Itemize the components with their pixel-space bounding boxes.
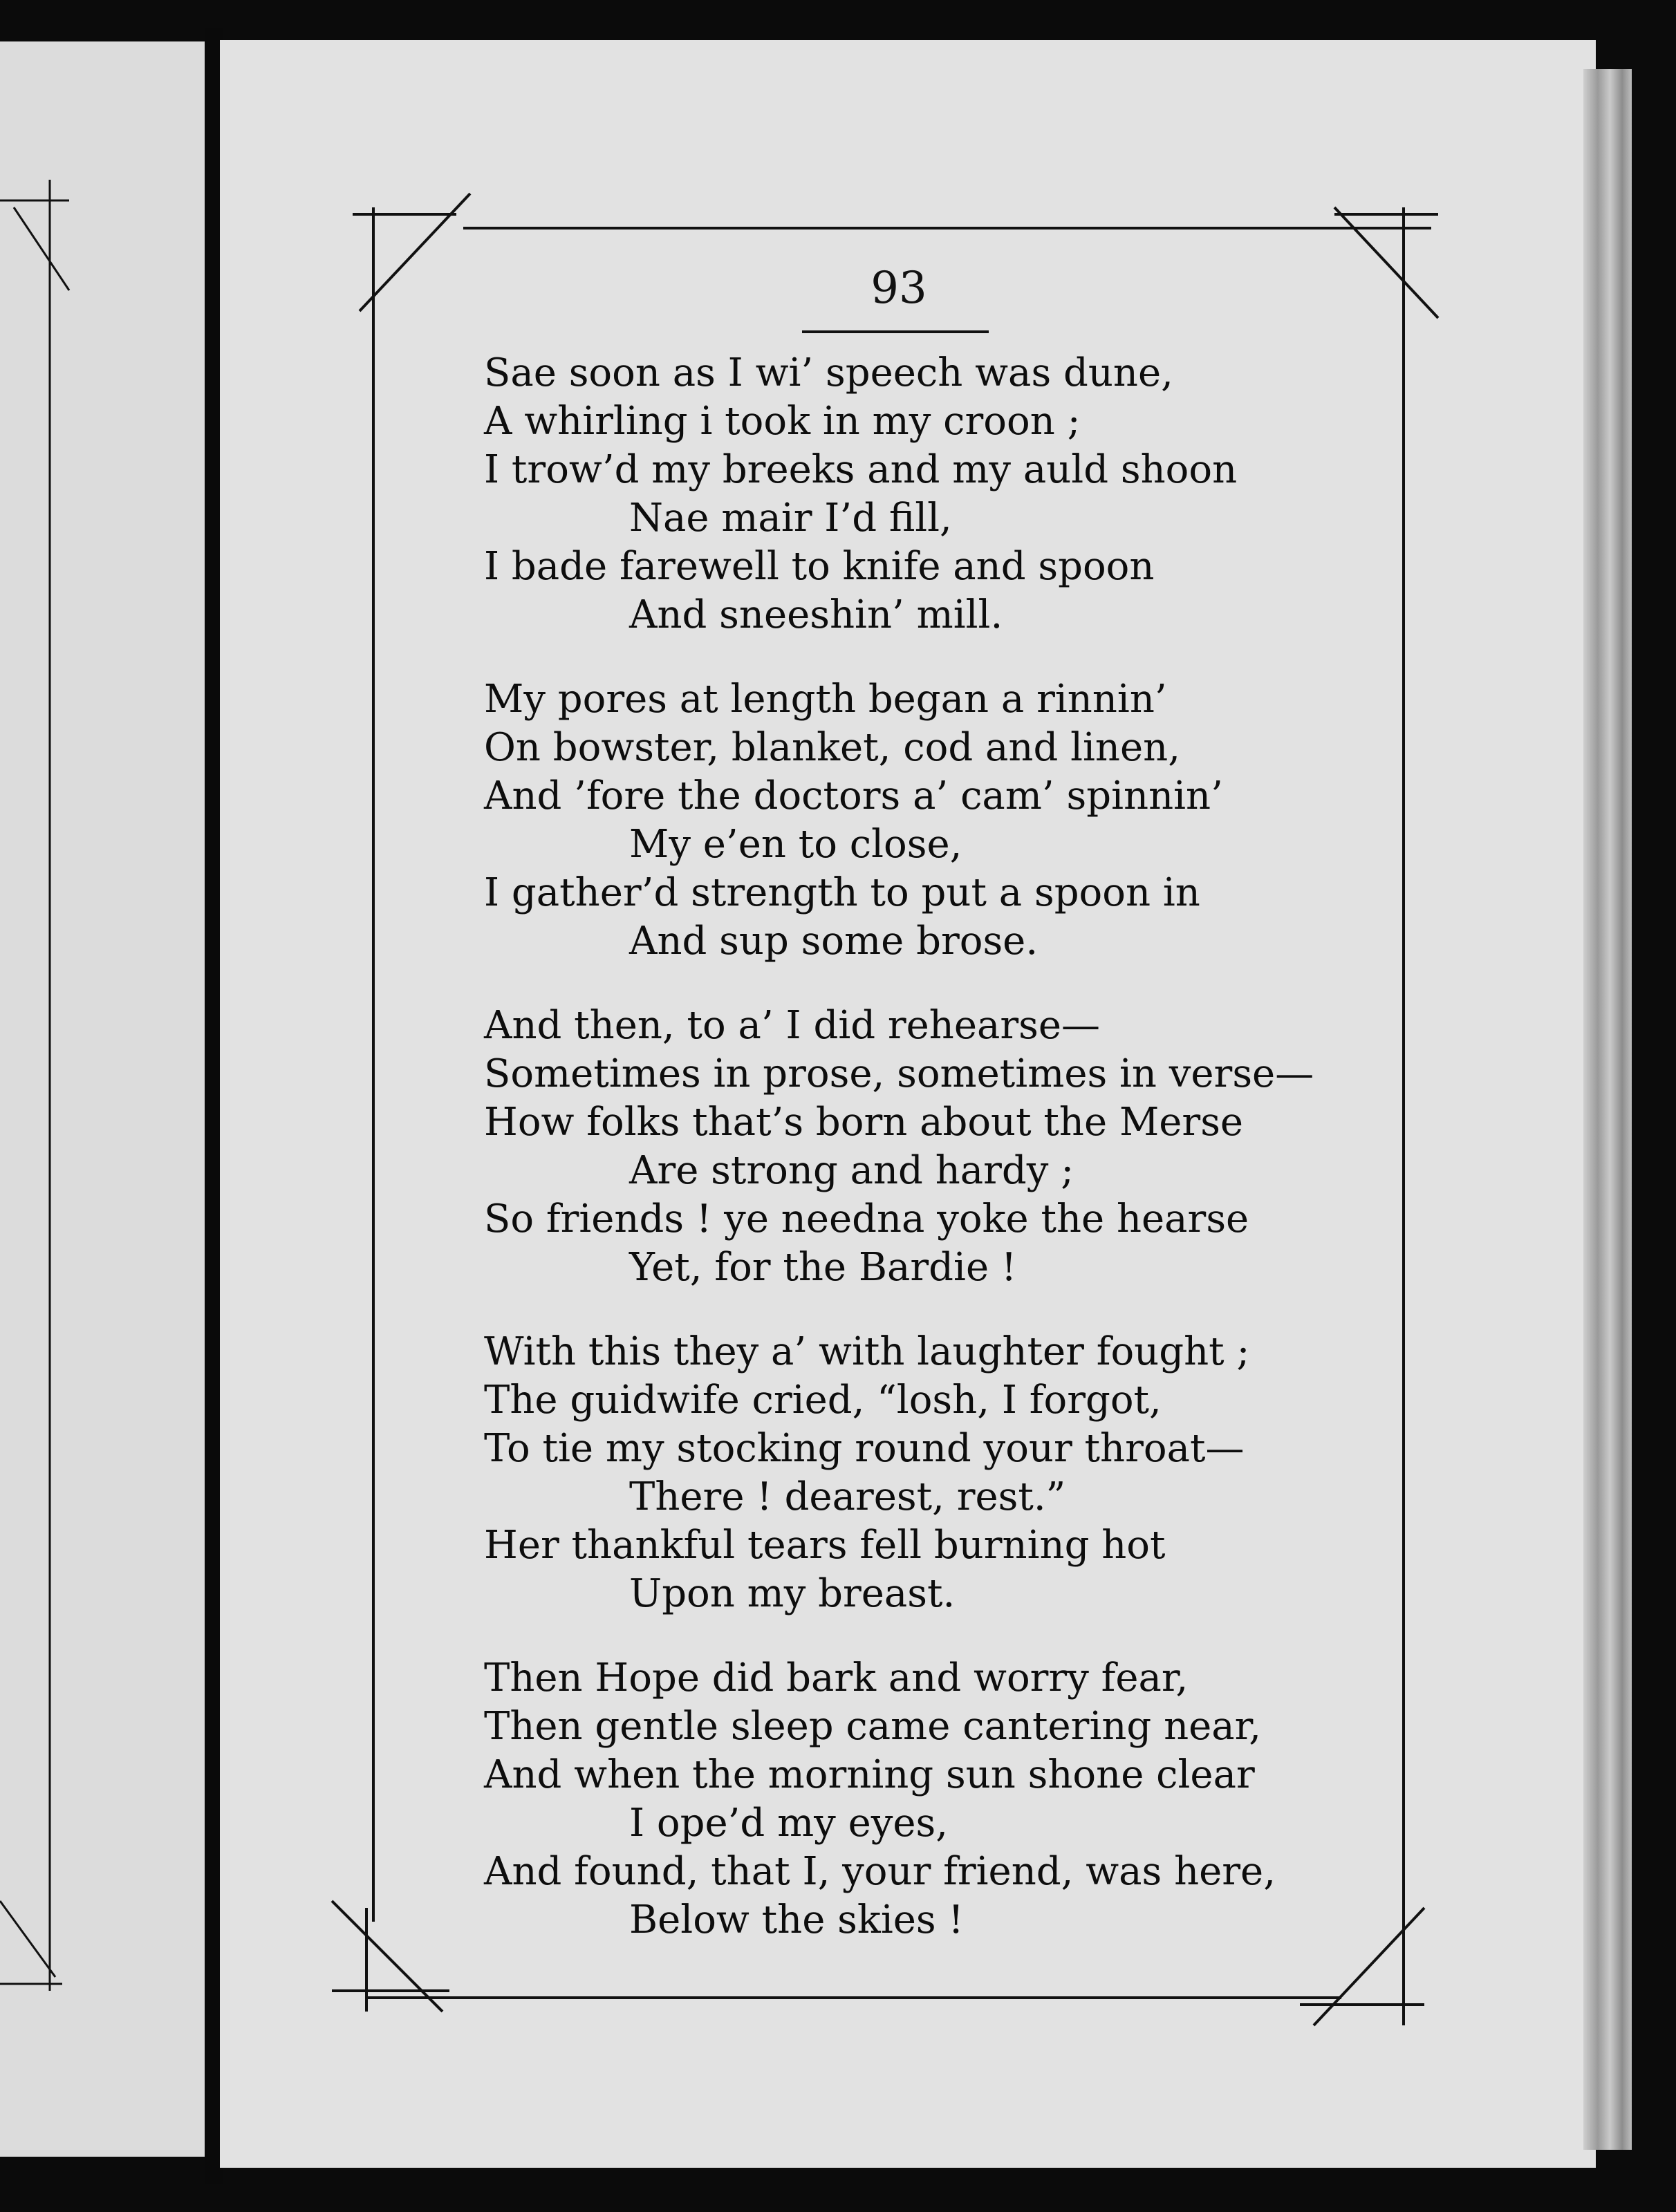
poem-line: And found, that I, your friend, was here,	[484, 1849, 1276, 1894]
poem-line: Then Hope did bark and worry fear,	[484, 1656, 1189, 1700]
poem-line: The guidwife cried, “losh, I forgot,	[484, 1378, 1162, 1423]
poem-line: Upon my breast.	[629, 1571, 956, 1616]
poem-line: Sometimes in prose, sometimes in verse—	[484, 1051, 1314, 1096]
corner-ornament-top-left	[353, 194, 470, 318]
poem-line: And when the morning sun shone clear	[484, 1752, 1255, 1797]
poem-line: I bade farewell to knife and spoon	[484, 544, 1155, 589]
stanza	[484, 1002, 1383, 1292]
stanza	[484, 1328, 1383, 1618]
poem-line: And ’fore the doctors a’ cam’ spinnin’	[484, 774, 1223, 818]
poem-line: And then, to a’ I did rehearse—	[484, 1003, 1101, 1048]
corner-ornament-top-right	[1334, 207, 1438, 325]
poem-line: Then gentle sleep came cantering near,	[484, 1704, 1262, 1749]
stanza	[484, 1654, 1383, 1944]
poem-line: And sup some brose.	[629, 919, 1039, 964]
poem-line: And sneeshin’ mill.	[629, 592, 1003, 637]
poem-line: My pores at length began a rinnin’	[484, 677, 1167, 722]
corner-ornament-bottom-left	[332, 1901, 449, 2012]
poem-line: A whirling i took in my croon ;	[484, 399, 1081, 444]
poem-line: Below the skies !	[629, 1897, 964, 1942]
page-number-rule	[802, 330, 989, 333]
stanza	[484, 349, 1383, 639]
poem-line: There ! dearest, rest.”	[629, 1474, 1066, 1519]
poem-line: I trow’d my breeks and my auld shoon	[484, 447, 1238, 492]
poem-line: Sae soon as I wi’ speech was dune,	[484, 350, 1173, 395]
poem-line: With this they a’ with laughter fought ;	[484, 1329, 1250, 1374]
poem-line: To tie my stocking round your throat—	[484, 1426, 1245, 1471]
poem-line: Are strong and hardy ;	[629, 1148, 1074, 1193]
poem-line: Yet, for the Bardie !	[629, 1245, 1017, 1290]
poem-text	[484, 349, 1383, 1980]
poem-line: My e’en to close,	[629, 822, 962, 867]
poem-line: Nae mair I’d fill,	[629, 496, 952, 541]
poem-line: So friends ! ye needna yoke the hearse	[484, 1197, 1249, 1241]
page-number: 93	[870, 263, 927, 314]
poem-line: Her thankful tears fell burning hot	[484, 1523, 1166, 1568]
poem-line: I gather’d strength to put a spoon in	[484, 870, 1200, 915]
poem-line: On bowster, blanket, cod and linen,	[484, 725, 1180, 770]
stanza	[484, 675, 1383, 966]
poem-line: I ope’d my eyes,	[629, 1801, 949, 1846]
poem-line: How folks that’s born about the Merse	[484, 1100, 1244, 1145]
facing-page-border	[0, 180, 69, 1991]
